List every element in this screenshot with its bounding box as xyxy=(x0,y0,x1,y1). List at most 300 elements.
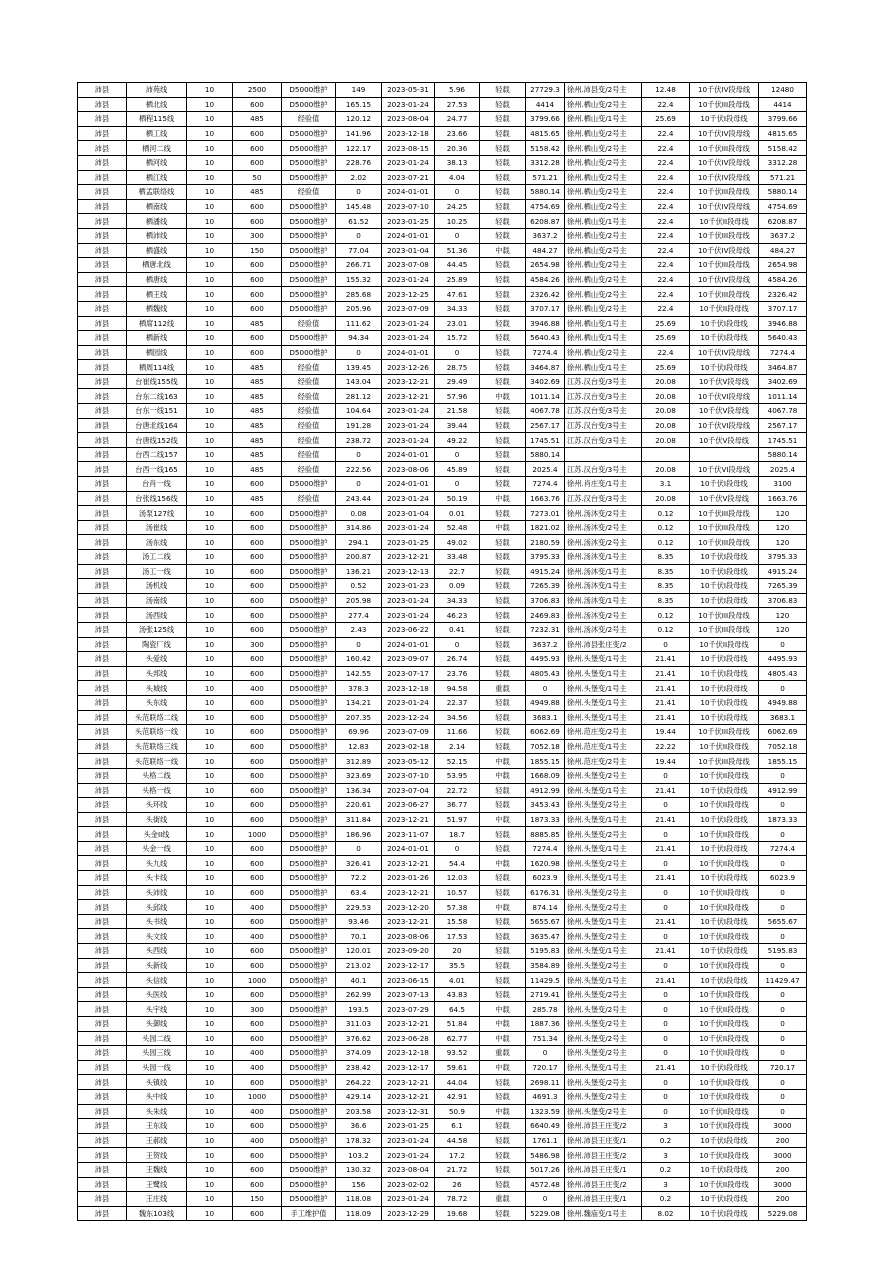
rated-capacity-cell: 600 xyxy=(233,1031,282,1046)
load-status-cell: 轻载 xyxy=(480,535,526,550)
remaining-capacity-cell: 2180.59 xyxy=(526,535,565,550)
load-status-cell: 轻载 xyxy=(480,885,526,900)
line-name-cell: 头朱线 xyxy=(127,1104,187,1119)
busbar-cell: 10千伏IV段母线 xyxy=(690,243,759,258)
transformer-capacity-cell: 21.41 xyxy=(642,973,690,988)
transformer-cell: 徐州.头堡变/2号主 xyxy=(565,1075,642,1090)
line-name-cell: 栖河线 xyxy=(127,155,187,170)
date-cell: 2023-01-24 xyxy=(382,404,435,419)
county-cell: 沛县 xyxy=(78,929,127,944)
table-row xyxy=(78,608,807,623)
transformer-capacity-cell: 22.4 xyxy=(642,228,690,243)
load-rate-cell: 38.13 xyxy=(435,155,480,170)
table-row xyxy=(78,1177,807,1192)
voltage-cell: 10 xyxy=(187,301,233,316)
max-load-cell: 120.12 xyxy=(336,112,382,127)
load-rate-cell: 39.44 xyxy=(435,418,480,433)
line-name-cell: 汤崔线 xyxy=(127,520,187,535)
available-capacity-cell: 0 xyxy=(759,827,807,842)
transformer-cell: 徐州.沛县王庄变/1 xyxy=(565,1192,642,1207)
load-rate-cell: 50.9 xyxy=(435,1104,480,1119)
rated-capacity-cell: 600 xyxy=(233,944,282,959)
load-status-cell: 重载 xyxy=(480,1192,526,1207)
transformer-cell: 徐州.汤沐变/1号主 xyxy=(565,550,642,565)
max-load-cell: 104.64 xyxy=(336,404,382,419)
transformer-capacity-cell: 22.4 xyxy=(642,214,690,229)
load-status-cell: 轻载 xyxy=(480,1133,526,1148)
busbar-cell: 10千伏II段母线 xyxy=(690,301,759,316)
transformer-cell: 徐州.头堡变/2号主 xyxy=(565,768,642,783)
data-source-cell: D5000维护 xyxy=(282,827,336,842)
rated-capacity-cell: 600 xyxy=(233,258,282,273)
load-status-cell: 中载 xyxy=(480,1017,526,1032)
line-name-cell: 头医线 xyxy=(127,987,187,1002)
rated-capacity-cell: 600 xyxy=(233,214,282,229)
remaining-capacity-cell: 1821.02 xyxy=(526,520,565,535)
busbar-cell: 10千伏I段母线 xyxy=(690,331,759,346)
transformer-cell: 徐州.沛县王庄变/1 xyxy=(565,1133,642,1148)
transformer-cell: 江苏.汉台变/3号主 xyxy=(565,418,642,433)
remaining-capacity-cell: 1011.14 xyxy=(526,389,565,404)
transformer-cell: 徐州.汤沐变/1号主 xyxy=(565,593,642,608)
table-row xyxy=(78,1002,807,1017)
rated-capacity-cell: 485 xyxy=(233,418,282,433)
load-rate-cell: 20.36 xyxy=(435,141,480,156)
line-load-table xyxy=(77,82,807,1221)
county-cell: 沛县 xyxy=(78,374,127,389)
remaining-capacity-cell: 285.78 xyxy=(526,1002,565,1017)
table-row xyxy=(78,973,807,988)
busbar-cell: 10千伏II段母线 xyxy=(690,827,759,842)
load-status-cell: 轻载 xyxy=(480,141,526,156)
voltage-cell: 10 xyxy=(187,608,233,623)
data-source-cell: D5000维护 xyxy=(282,900,336,915)
transformer-cell: 徐州.头堡变/2号主 xyxy=(565,1002,642,1017)
data-source-cell: D5000维护 xyxy=(282,97,336,112)
load-status-cell: 轻载 xyxy=(480,710,526,725)
voltage-cell: 10 xyxy=(187,360,233,375)
load-status-cell: 轻载 xyxy=(480,316,526,331)
date-cell: 2023-12-26 xyxy=(382,360,435,375)
remaining-capacity-cell: 874.14 xyxy=(526,900,565,915)
max-load-cell: 311.03 xyxy=(336,1017,382,1032)
remaining-capacity-cell: 4912.99 xyxy=(526,783,565,798)
line-name-cell: 王魏线 xyxy=(127,1162,187,1177)
max-load-cell: 205.96 xyxy=(336,301,382,316)
remaining-capacity-cell: 3584.89 xyxy=(526,958,565,973)
transformer-capacity-cell: 3.1 xyxy=(642,477,690,492)
county-cell: 沛县 xyxy=(78,112,127,127)
transformer-capacity-cell: 0.12 xyxy=(642,506,690,521)
remaining-capacity-cell: 8885.85 xyxy=(526,827,565,842)
busbar-cell: 10千伏II段母线 xyxy=(690,958,759,973)
remaining-capacity-cell: 3683.1 xyxy=(526,710,565,725)
transformer-cell: 徐州.汤沐变/2号主 xyxy=(565,520,642,535)
load-rate-cell: 51.97 xyxy=(435,812,480,827)
load-status-cell: 中载 xyxy=(480,1060,526,1075)
date-cell: 2023-01-24 xyxy=(382,155,435,170)
busbar-cell: 10千伏VI段母线 xyxy=(690,418,759,433)
line-name-cell: 汤工二线 xyxy=(127,550,187,565)
remaining-capacity-cell: 3402.69 xyxy=(526,374,565,389)
table-row xyxy=(78,447,807,462)
data-source-cell: D5000维护 xyxy=(282,1192,336,1207)
remaining-capacity-cell: 2567.17 xyxy=(526,418,565,433)
transformer-cell: 徐州.栖山变/2号主 xyxy=(565,301,642,316)
data-source-cell: D5000维护 xyxy=(282,287,336,302)
busbar-cell: 10千伏II段母线 xyxy=(690,1031,759,1046)
transformer-capacity-cell: 0.2 xyxy=(642,1162,690,1177)
transformer-cell: 徐州.栖山变/2号主 xyxy=(565,97,642,112)
load-status-cell: 轻载 xyxy=(480,841,526,856)
voltage-cell: 10 xyxy=(187,1017,233,1032)
max-load-cell: 136.21 xyxy=(336,564,382,579)
county-cell: 沛县 xyxy=(78,944,127,959)
remaining-capacity-cell: 0 xyxy=(526,1192,565,1207)
busbar-cell: 10千伏II段母线 xyxy=(690,856,759,871)
table-row xyxy=(78,622,807,637)
county-cell: 沛县 xyxy=(78,1192,127,1207)
line-name-cell: 栖沛线 xyxy=(127,228,187,243)
rated-capacity-cell: 600 xyxy=(233,331,282,346)
max-load-cell: 0.52 xyxy=(336,579,382,594)
data-source-cell: D5000维护 xyxy=(282,535,336,550)
transformer-cell: 徐州.魏庙变/1号主 xyxy=(565,1206,642,1221)
available-capacity-cell: 0 xyxy=(759,1017,807,1032)
max-load-cell: 2.43 xyxy=(336,622,382,637)
rated-capacity-cell: 485 xyxy=(233,185,282,200)
date-cell: 2023-08-06 xyxy=(382,462,435,477)
table-row xyxy=(78,827,807,842)
line-name-cell: 头格一线 xyxy=(127,783,187,798)
load-rate-cell: 23.76 xyxy=(435,666,480,681)
transformer-capacity-cell: 22.22 xyxy=(642,739,690,754)
transformer-capacity-cell: 22.4 xyxy=(642,287,690,302)
transformer-capacity-cell: 21.41 xyxy=(642,695,690,710)
load-rate-cell: 49.22 xyxy=(435,433,480,448)
data-source-cell: D5000维护 xyxy=(282,754,336,769)
busbar-cell: 10千伏III段母线 xyxy=(690,608,759,623)
transformer-capacity-cell: 22.4 xyxy=(642,272,690,287)
busbar-cell: 10千伏I段母线 xyxy=(690,1206,759,1221)
transformer-capacity-cell: 21.41 xyxy=(642,871,690,886)
county-cell: 沛县 xyxy=(78,856,127,871)
rated-capacity-cell: 485 xyxy=(233,462,282,477)
data-source-cell: D5000维护 xyxy=(282,1075,336,1090)
remaining-capacity-cell: 3707.17 xyxy=(526,301,565,316)
transformer-cell: 徐州.栖山变/2号主 xyxy=(565,272,642,287)
rated-capacity-cell: 600 xyxy=(233,856,282,871)
busbar-cell: 10千伏I段母线 xyxy=(690,112,759,127)
date-cell: 2023-12-21 xyxy=(382,812,435,827)
data-source-cell: D5000维护 xyxy=(282,214,336,229)
transformer-capacity-cell: 21.41 xyxy=(642,812,690,827)
date-cell: 2023-12-21 xyxy=(382,856,435,871)
county-cell: 沛县 xyxy=(78,535,127,550)
table-row xyxy=(78,258,807,273)
data-source-cell: D5000维护 xyxy=(282,1031,336,1046)
table-row xyxy=(78,506,807,521)
data-source-cell: D5000维护 xyxy=(282,1177,336,1192)
transformer-capacity-cell: 21.41 xyxy=(642,710,690,725)
available-capacity-cell: 120 xyxy=(759,535,807,550)
data-source-cell: D5000维护 xyxy=(282,637,336,652)
load-status-cell: 轻载 xyxy=(480,1075,526,1090)
date-cell: 2023-12-18 xyxy=(382,1046,435,1061)
busbar-cell: 10千伏II段母线 xyxy=(690,1046,759,1061)
table-row xyxy=(78,155,807,170)
data-source-cell: D5000维护 xyxy=(282,345,336,360)
data-source-cell: D5000维护 xyxy=(282,141,336,156)
transformer-cell: 徐州.范庄变/1号主 xyxy=(565,739,642,754)
available-capacity-cell: 7274.4 xyxy=(759,841,807,856)
busbar-cell: 10千伏V段母线 xyxy=(690,404,759,419)
data-source-cell: D5000维护 xyxy=(282,1046,336,1061)
data-source-cell: D5000维护 xyxy=(282,841,336,856)
load-status-cell: 轻载 xyxy=(480,593,526,608)
load-status-cell: 轻载 xyxy=(480,477,526,492)
busbar-cell: 10千伏I段母线 xyxy=(690,695,759,710)
county-cell: 沛县 xyxy=(78,258,127,273)
transformer-cell: 徐州.栖山变/1号主 xyxy=(565,214,642,229)
table-row xyxy=(78,141,807,156)
max-load-cell: 200.87 xyxy=(336,550,382,565)
load-rate-cell: 4.04 xyxy=(435,170,480,185)
load-status-cell: 轻载 xyxy=(480,550,526,565)
rated-capacity-cell: 600 xyxy=(233,768,282,783)
transformer-cell: 徐州.头堡变/1号主 xyxy=(565,710,642,725)
table-row xyxy=(78,112,807,127)
voltage-cell: 10 xyxy=(187,798,233,813)
remaining-capacity-cell: 4584.26 xyxy=(526,272,565,287)
available-capacity-cell: 3946.88 xyxy=(759,316,807,331)
data-source-cell: D5000维护 xyxy=(282,929,336,944)
table-row xyxy=(78,929,807,944)
date-cell: 2024-01-01 xyxy=(382,185,435,200)
data-source-cell: D5000维护 xyxy=(282,885,336,900)
load-rate-cell: 62.77 xyxy=(435,1031,480,1046)
county-cell: 沛县 xyxy=(78,841,127,856)
line-name-cell: 头宇线 xyxy=(127,1002,187,1017)
data-source-cell: D5000维护 xyxy=(282,477,336,492)
max-load-cell: 378.3 xyxy=(336,681,382,696)
date-cell: 2023-01-24 xyxy=(382,491,435,506)
load-rate-cell: 44.04 xyxy=(435,1075,480,1090)
max-load-cell: 311.84 xyxy=(336,812,382,827)
table-row xyxy=(78,739,807,754)
max-load-cell: 0 xyxy=(336,228,382,243)
max-load-cell: 285.68 xyxy=(336,287,382,302)
load-rate-cell: 54.4 xyxy=(435,856,480,871)
remaining-capacity-cell: 4495.93 xyxy=(526,652,565,667)
transformer-cell: 徐州.汤沐变/2号主 xyxy=(565,608,642,623)
date-cell: 2023-01-24 xyxy=(382,316,435,331)
data-source-cell: D5000维护 xyxy=(282,199,336,214)
rated-capacity-cell: 300 xyxy=(233,637,282,652)
transformer-capacity-cell: 8.35 xyxy=(642,550,690,565)
table-row xyxy=(78,579,807,594)
table-row xyxy=(78,126,807,141)
transformer-capacity-cell: 20.08 xyxy=(642,462,690,477)
county-cell: 沛县 xyxy=(78,491,127,506)
remaining-capacity-cell: 0 xyxy=(526,681,565,696)
date-cell: 2023-08-06 xyxy=(382,929,435,944)
rated-capacity-cell: 600 xyxy=(233,958,282,973)
available-capacity-cell: 120 xyxy=(759,622,807,637)
data-source-cell: D5000维护 xyxy=(282,170,336,185)
available-capacity-cell: 3100 xyxy=(759,477,807,492)
rated-capacity-cell: 485 xyxy=(233,404,282,419)
line-name-cell: 台东一线151 xyxy=(127,404,187,419)
transformer-cell: 江苏.汉台变/3号主 xyxy=(565,433,642,448)
rated-capacity-cell: 400 xyxy=(233,1060,282,1075)
busbar-cell: 10千伏IV段母线 xyxy=(690,345,759,360)
county-cell: 沛县 xyxy=(78,170,127,185)
voltage-cell: 10 xyxy=(187,404,233,419)
load-status-cell: 中载 xyxy=(480,1104,526,1119)
data-source-cell: D5000维护 xyxy=(282,944,336,959)
load-rate-cell: 15.58 xyxy=(435,914,480,929)
remaining-capacity-cell: 1855.15 xyxy=(526,754,565,769)
county-cell: 沛县 xyxy=(78,418,127,433)
busbar-cell: 10千伏II段母线 xyxy=(690,1104,759,1119)
busbar-cell: 10千伏IV段母线 xyxy=(690,155,759,170)
transformer-capacity-cell: 22.4 xyxy=(642,155,690,170)
available-capacity-cell: 7274.4 xyxy=(759,345,807,360)
rated-capacity-cell: 600 xyxy=(233,97,282,112)
transformer-capacity-cell: 19.44 xyxy=(642,725,690,740)
load-rate-cell: 22.37 xyxy=(435,695,480,710)
table-row xyxy=(78,404,807,419)
data-source-cell: D5000维护 xyxy=(282,739,336,754)
data-source-cell: 经验值 xyxy=(282,462,336,477)
data-source-cell: D5000维护 xyxy=(282,783,336,798)
available-capacity-cell: 4805.43 xyxy=(759,666,807,681)
table-row xyxy=(78,900,807,915)
transformer-capacity-cell: 0.12 xyxy=(642,608,690,623)
county-cell: 沛县 xyxy=(78,900,127,915)
table-row xyxy=(78,798,807,813)
rated-capacity-cell: 600 xyxy=(233,199,282,214)
max-load-cell: 72.2 xyxy=(336,871,382,886)
remaining-capacity-cell: 5158.42 xyxy=(526,141,565,156)
available-capacity-cell: 0 xyxy=(759,885,807,900)
line-name-cell: 汤西线 xyxy=(127,608,187,623)
remaining-capacity-cell: 571.21 xyxy=(526,170,565,185)
line-name-cell: 头书线 xyxy=(127,914,187,929)
date-cell: 2023-01-24 xyxy=(382,272,435,287)
county-cell: 沛县 xyxy=(78,754,127,769)
available-capacity-cell: 1011.14 xyxy=(759,389,807,404)
load-rate-cell: 0.01 xyxy=(435,506,480,521)
max-load-cell: 323.69 xyxy=(336,768,382,783)
rated-capacity-cell: 600 xyxy=(233,1177,282,1192)
date-cell: 2023-12-21 xyxy=(382,550,435,565)
data-source-cell: 经验值 xyxy=(282,112,336,127)
table-row xyxy=(78,477,807,492)
load-status-cell: 轻载 xyxy=(480,579,526,594)
load-rate-cell: 0 xyxy=(435,228,480,243)
max-load-cell: 103.2 xyxy=(336,1148,382,1163)
load-rate-cell: 10.57 xyxy=(435,885,480,900)
load-rate-cell: 22.7 xyxy=(435,564,480,579)
date-cell: 2024-01-01 xyxy=(382,637,435,652)
available-capacity-cell: 0 xyxy=(759,637,807,652)
remaining-capacity-cell: 3637.2 xyxy=(526,228,565,243)
transformer-capacity-cell: 0 xyxy=(642,768,690,783)
load-rate-cell: 6.1 xyxy=(435,1119,480,1134)
load-status-cell: 轻载 xyxy=(480,374,526,389)
data-source-cell: D5000维护 xyxy=(282,622,336,637)
rated-capacity-cell: 600 xyxy=(233,608,282,623)
data-source-cell: D5000维护 xyxy=(282,1089,336,1104)
voltage-cell: 10 xyxy=(187,1162,233,1177)
rated-capacity-cell: 600 xyxy=(233,535,282,550)
date-cell: 2023-07-29 xyxy=(382,1002,435,1017)
rated-capacity-cell: 400 xyxy=(233,1104,282,1119)
voltage-cell: 10 xyxy=(187,1148,233,1163)
available-capacity-cell: 3000 xyxy=(759,1177,807,1192)
transformer-cell: 徐州.头堡变/2号主 xyxy=(565,885,642,900)
available-capacity-cell: 200 xyxy=(759,1162,807,1177)
max-load-cell: 2.02 xyxy=(336,170,382,185)
load-rate-cell: 0.09 xyxy=(435,579,480,594)
line-name-cell: 栖南线 xyxy=(127,199,187,214)
data-source-cell: D5000维护 xyxy=(282,681,336,696)
available-capacity-cell: 0 xyxy=(759,768,807,783)
voltage-cell: 10 xyxy=(187,491,233,506)
table-row xyxy=(78,987,807,1002)
remaining-capacity-cell: 3635.47 xyxy=(526,929,565,944)
rated-capacity-cell: 485 xyxy=(233,389,282,404)
remaining-capacity-cell: 7273.01 xyxy=(526,506,565,521)
load-rate-cell: 47.61 xyxy=(435,287,480,302)
available-capacity-cell: 4815.65 xyxy=(759,126,807,141)
rated-capacity-cell: 600 xyxy=(233,1162,282,1177)
table-row xyxy=(78,1089,807,1104)
busbar-cell: 10千伏II段母线 xyxy=(690,987,759,1002)
voltage-cell: 10 xyxy=(187,535,233,550)
load-rate-cell: 2.14 xyxy=(435,739,480,754)
remaining-capacity-cell: 4691.3 xyxy=(526,1089,565,1104)
transformer-capacity-cell: 25.69 xyxy=(642,331,690,346)
available-capacity-cell: 3706.83 xyxy=(759,593,807,608)
date-cell: 2023-08-04 xyxy=(382,1162,435,1177)
remaining-capacity-cell: 7232.31 xyxy=(526,622,565,637)
table-row xyxy=(78,389,807,404)
table-row xyxy=(78,1119,807,1134)
data-source-cell: D5000维护 xyxy=(282,1148,336,1163)
voltage-cell: 10 xyxy=(187,754,233,769)
load-rate-cell: 34.33 xyxy=(435,301,480,316)
line-name-cell: 台张线156线 xyxy=(127,491,187,506)
remaining-capacity-cell: 1620.98 xyxy=(526,856,565,871)
line-name-cell: 头城线 xyxy=(127,681,187,696)
max-load-cell: 118.08 xyxy=(336,1192,382,1207)
max-load-cell: 120.01 xyxy=(336,944,382,959)
transformer-capacity-cell: 25.69 xyxy=(642,360,690,375)
transformer-capacity-cell: 3 xyxy=(642,1119,690,1134)
busbar-cell: 10千伏IV段母线 xyxy=(690,126,759,141)
remaining-capacity-cell: 3946.88 xyxy=(526,316,565,331)
voltage-cell: 10 xyxy=(187,141,233,156)
load-rate-cell: 25.89 xyxy=(435,272,480,287)
transformer-capacity-cell xyxy=(642,447,690,462)
county-cell: 沛县 xyxy=(78,83,127,98)
transformer-cell: 徐州.范庄变/2号主 xyxy=(565,725,642,740)
available-capacity-cell: 200 xyxy=(759,1192,807,1207)
date-cell: 2023-12-21 xyxy=(382,1089,435,1104)
